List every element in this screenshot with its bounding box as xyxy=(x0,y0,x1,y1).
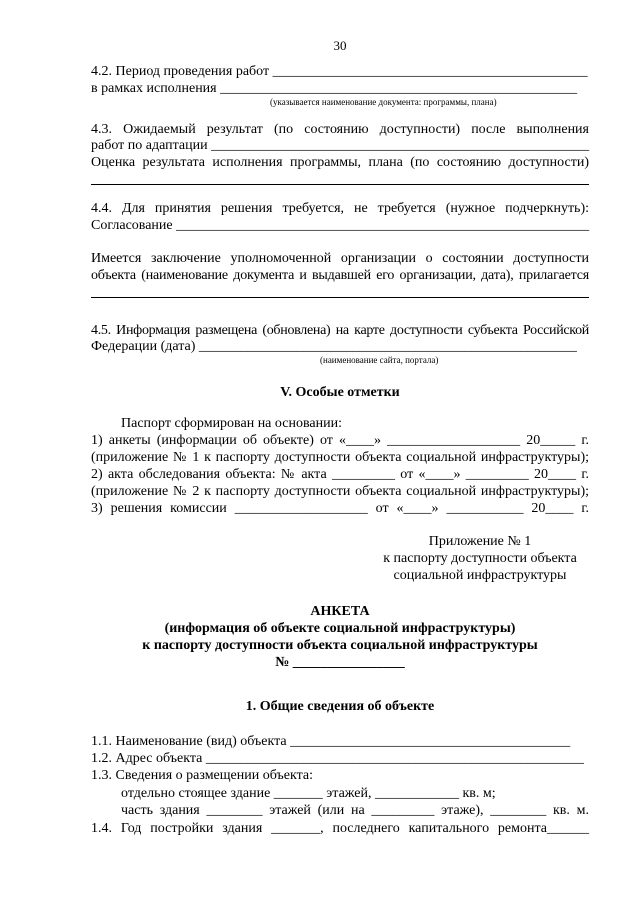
appendix-number: Приложение № 1 xyxy=(428,534,532,549)
basis-item-2-appendix: (приложение № 2 к паспорту доступности объекта социальной инфраструктуры); xyxy=(91,484,589,499)
expected-result-line: 4.3. Ожидаемый результат (по состоянию доступности) после выполнения xyxy=(91,122,589,137)
anketa-title: АНКЕТА xyxy=(310,604,370,619)
result-assessment-line: Оценка результата исполнения программы, плана (по состоянию доступности) xyxy=(91,155,589,170)
object-name-line: 1.1. Наименование (вид) объекта ________________________________________ xyxy=(91,734,571,749)
appendix-header xyxy=(355,533,605,584)
passport-basis-intro: Паспорт сформирован на основании: xyxy=(121,416,342,431)
basis-item-3: 3) решения комиссии ___________________ от «____» ___________ 20____ г. xyxy=(91,501,589,516)
basis-item-1: 1) анкеты (информации об объекте) от «____» ___________________ 20_____ г. xyxy=(91,433,589,448)
page-number: 30 xyxy=(333,38,347,53)
approval-line: Согласование ___________________________________________________________ xyxy=(91,218,590,233)
construction-year-line: 1.4. Год постройки здания _______, последнего капитального ремонта______ xyxy=(91,821,589,836)
standalone-building-line: отдельно стоящее здание _______ этажей, ____________ кв. м; xyxy=(121,786,496,801)
document-name-caption: (указывается наименование документа: программы, плана) xyxy=(270,97,497,107)
site-name-caption: (наименование сайта, портала) xyxy=(320,355,439,365)
basis-item-2: 2) акта обследования объекта: № акта _________ от «____» _________ 20____ г. xyxy=(91,467,589,482)
decision-required-line: 4.4. Для принятия решения требуется, не требуется (нужное подчеркнуть): xyxy=(91,201,589,216)
basis-item-1-appendix: (приложение № 1 к паспорту доступности объекта социальной инфраструктуры); xyxy=(91,450,589,465)
building-part-line: часть здания ________ этажей (или на _________ этаже), ________ кв. м. xyxy=(121,803,589,818)
federation-date-line: Федерации (дата) ______________________________________________________ xyxy=(91,339,577,354)
anketa-number: № ________________ xyxy=(275,655,405,670)
appendix-to-passport: к паспорту доступности объекта xyxy=(383,551,577,566)
within-execution-line: в рамках исполнения ___________________________________________________ xyxy=(91,81,578,96)
blank-line xyxy=(91,184,589,185)
anketa-subtitle-2: к паспорту доступности объекта социальной инфраструктуры xyxy=(142,638,538,653)
info-posted-line: 4.5. Информация размещена (обновлена) на карте доступности субъекта Российской xyxy=(91,323,589,338)
anketa-subtitle-1: (информация об объекте социальной инфраструктуры) xyxy=(164,621,516,636)
object-address-line: 1.2. Адрес объекта ______________________________________________________ xyxy=(91,751,584,766)
conclusion-line: Имеется заключение уполномоченной организации о состоянии доступности xyxy=(91,251,589,266)
placement-info-line: 1.3. Сведения о размещении объекта: xyxy=(91,768,313,783)
adaptation-works-line: работ по адаптации ______________________________________________________ xyxy=(91,138,590,153)
section-5-title: V. Особые отметки xyxy=(280,385,400,400)
section-1-title: 1. Общие сведения об объекте xyxy=(245,699,435,714)
period-of-works-line: 4.2. Период проведения работ _____________________________________________ xyxy=(91,64,588,79)
blank-line xyxy=(91,297,589,298)
conclusion-document-line: объекта (наименование документа и выдавшей его организации, дата), прилагается xyxy=(91,268,589,283)
appendix-infrastructure: социальной инфраструктуры xyxy=(393,568,567,583)
